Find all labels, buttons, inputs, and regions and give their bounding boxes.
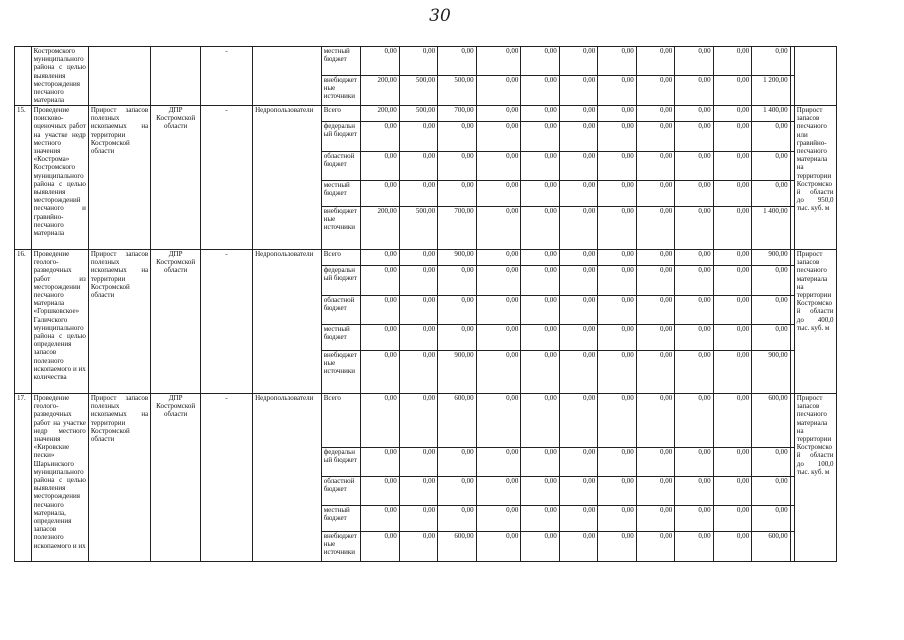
amount-cell: 0,00: [399, 296, 437, 325]
amount-cell: 0,00: [752, 448, 790, 477]
amount-cell: 600,00: [752, 394, 790, 448]
amount-cell: 0,00: [636, 106, 674, 122]
funding-source-label: внебюджетные источники: [321, 532, 361, 562]
amount-cell: 0,00: [636, 532, 674, 562]
spacer-cell: [790, 351, 794, 394]
amount-cell: 500,00: [438, 76, 476, 106]
amount-cell: 0,00: [636, 266, 674, 296]
amount-cell: 0,00: [521, 47, 559, 76]
funding-source-label: Всего: [321, 106, 361, 122]
amount-cell: 0,00: [476, 207, 521, 250]
amount-cell: 0,00: [521, 152, 559, 181]
amount-cell: 0,00: [399, 325, 437, 351]
co-executor-cell: -: [201, 47, 253, 106]
amount-cell: 0,00: [399, 152, 437, 181]
amount-cell: 0,00: [636, 477, 674, 506]
amount-cell: 0,00: [521, 76, 559, 106]
amount-cell: 0,00: [675, 152, 713, 181]
co-executor-cell: -: [201, 394, 253, 562]
amount-cell: 0,00: [598, 122, 636, 152]
amount-cell: 0,00: [636, 76, 674, 106]
co-executor-cell: -: [201, 250, 253, 394]
activity-name-cell: Костромского муниципального района с целью выявления месторождения песчаного материала: [31, 47, 88, 106]
amount-cell: 0,00: [559, 506, 597, 532]
spacer-cell: [790, 325, 794, 351]
amount-cell: 200,00: [361, 207, 399, 250]
funding-source-label: местный бюджет: [321, 506, 361, 532]
amount-cell: 0,00: [399, 351, 437, 394]
amount-cell: 0,00: [636, 351, 674, 394]
funding-partner-cell: Недропользователи: [253, 106, 322, 250]
amount-cell: 0,00: [675, 181, 713, 207]
amount-cell: 0,00: [675, 394, 713, 448]
amount-cell: 0,00: [713, 351, 751, 394]
amount-cell: 0,00: [636, 325, 674, 351]
amount-cell: 0,00: [521, 532, 559, 562]
funding-source-label: местный бюджет: [321, 181, 361, 207]
spacer-cell: [790, 207, 794, 250]
amount-cell: 600,00: [438, 394, 476, 448]
goal-cell: Прирост запасов полезных ископаемых на территории Костромской области: [88, 106, 150, 250]
amount-cell: 0,00: [476, 394, 521, 448]
amount-cell: 0,00: [399, 477, 437, 506]
amount-cell: 0,00: [752, 122, 790, 152]
amount-cell: 0,00: [521, 448, 559, 477]
goal-cell: Прирост запасов полезных ископаемых на территории Костромской области: [88, 394, 150, 562]
amount-cell: 0,00: [559, 266, 597, 296]
amount-cell: 0,00: [713, 394, 751, 448]
amount-cell: 0,00: [636, 296, 674, 325]
amount-cell: 200,00: [361, 76, 399, 106]
amount-cell: 0,00: [476, 181, 521, 207]
amount-cell: 0,00: [636, 506, 674, 532]
amount-cell: 0,00: [399, 394, 437, 448]
amount-cell: 0,00: [399, 532, 437, 562]
table-row: [15, 106, 837, 122]
amount-cell: 0,00: [675, 506, 713, 532]
executor-cell: [151, 47, 201, 106]
amount-cell: 600,00: [752, 532, 790, 562]
expected-result-cell: Прирост запасов песчаного или гравийно-песчаного материала на территории Костромской области до 950,0 тыс. куб. м: [794, 106, 836, 250]
amount-cell: 0,00: [598, 207, 636, 250]
funding-source-label: внебюджетные источники: [321, 351, 361, 394]
amount-cell: 0,00: [713, 106, 751, 122]
amount-cell: 0,00: [438, 122, 476, 152]
spacer-cell: [790, 448, 794, 477]
amount-cell: 0,00: [399, 266, 437, 296]
amount-cell: 0,00: [598, 76, 636, 106]
funding-source-label: внебюджетные источники: [321, 76, 361, 106]
amount-cell: 0,00: [752, 181, 790, 207]
amount-cell: 500,00: [399, 76, 437, 106]
amount-cell: 0,00: [598, 250, 636, 266]
amount-cell: 0,00: [636, 181, 674, 207]
amount-cell: 0,00: [438, 266, 476, 296]
activity-name-cell: Проведение геолого-разведочных работ на участке недр местного значения «Кировские пески» Шарьинского муниципального района с целью выявления месторождения песчаного материала, определения запасов полезного ископаемого и их: [31, 394, 88, 562]
row-number-cell: 17.: [15, 394, 32, 562]
amount-cell: 0,00: [675, 296, 713, 325]
amount-cell: 0,00: [752, 325, 790, 351]
table-row: [15, 394, 837, 448]
amount-cell: 900,00: [438, 250, 476, 266]
amount-cell: 500,00: [399, 106, 437, 122]
amount-cell: 0,00: [559, 250, 597, 266]
amount-cell: 0,00: [476, 122, 521, 152]
spacer-cell: [790, 181, 794, 207]
amount-cell: 0,00: [675, 351, 713, 394]
expected-result-cell: Прирост запасов песчаного материала на территории Костромской области до 400,0 тыс. куб. м: [794, 250, 836, 394]
amount-cell: 0,00: [438, 448, 476, 477]
amount-cell: 900,00: [752, 351, 790, 394]
spacer-cell: [790, 296, 794, 325]
amount-cell: 0,00: [752, 477, 790, 506]
amount-cell: 900,00: [752, 250, 790, 266]
funding-source-label: местный бюджет: [321, 325, 361, 351]
funding-partner-cell: Недропользователи: [253, 250, 322, 394]
amount-cell: 0,00: [559, 448, 597, 477]
amount-cell: 0,00: [713, 506, 751, 532]
amount-cell: 0,00: [438, 181, 476, 207]
amount-cell: 0,00: [476, 448, 521, 477]
amount-cell: 0,00: [559, 152, 597, 181]
amount-cell: 0,00: [521, 106, 559, 122]
funding-source-label: областной бюджет: [321, 477, 361, 506]
expected-result-cell: [794, 47, 836, 106]
amount-cell: 0,00: [476, 152, 521, 181]
amount-cell: 0,00: [476, 325, 521, 351]
amount-cell: 900,00: [438, 351, 476, 394]
program-table: [14, 46, 836, 562]
amount-cell: 0,00: [598, 448, 636, 477]
spacer-cell: [790, 76, 794, 106]
amount-cell: 0,00: [521, 506, 559, 532]
amount-cell: 0,00: [713, 266, 751, 296]
row-number-cell: 16.: [15, 250, 32, 394]
executor-cell: ДПР Костромской области: [151, 250, 201, 394]
amount-cell: 0,00: [438, 506, 476, 532]
amount-cell: 0,00: [476, 506, 521, 532]
amount-cell: 0,00: [521, 122, 559, 152]
amount-cell: 0,00: [636, 47, 674, 76]
amount-cell: 0,00: [713, 181, 751, 207]
amount-cell: 0,00: [636, 122, 674, 152]
amount-cell: 1 400,00: [752, 207, 790, 250]
amount-cell: 0,00: [675, 207, 713, 250]
amount-cell: 0,00: [713, 325, 751, 351]
spacer-cell: [790, 152, 794, 181]
amount-cell: 0,00: [399, 448, 437, 477]
amount-cell: 0,00: [598, 266, 636, 296]
amount-cell: 0,00: [675, 250, 713, 266]
amount-cell: 500,00: [399, 207, 437, 250]
amount-cell: 0,00: [636, 152, 674, 181]
amount-cell: 0,00: [438, 47, 476, 76]
amount-cell: 700,00: [438, 106, 476, 122]
amount-cell: 0,00: [598, 296, 636, 325]
funding-source-label: внебюджетные источники: [321, 207, 361, 250]
amount-cell: 0,00: [476, 532, 521, 562]
amount-cell: 0,00: [598, 325, 636, 351]
amount-cell: 0,00: [476, 266, 521, 296]
amount-cell: 0,00: [361, 351, 399, 394]
amount-cell: 0,00: [361, 250, 399, 266]
amount-cell: 0,00: [361, 47, 399, 76]
amount-cell: 0,00: [476, 351, 521, 394]
amount-cell: 0,00: [675, 325, 713, 351]
amount-cell: 0,00: [559, 394, 597, 448]
amount-cell: 0,00: [598, 394, 636, 448]
amount-cell: 0,00: [521, 477, 559, 506]
table-body: [15, 47, 837, 562]
amount-cell: 0,00: [476, 477, 521, 506]
amount-cell: 0,00: [598, 477, 636, 506]
amount-cell: 0,00: [399, 250, 437, 266]
amount-cell: 0,00: [713, 47, 751, 76]
amount-cell: 0,00: [476, 106, 521, 122]
amount-cell: 0,00: [521, 250, 559, 266]
amount-cell: 0,00: [598, 181, 636, 207]
amount-cell: 0,00: [476, 47, 521, 76]
amount-cell: 0,00: [675, 448, 713, 477]
activity-name-cell: Проведение поисково-оценочных работ на участке недр местного значения «Кострома» Костромского муниципального района с целью выявления месторождений песчаного и гравийно-песчаного материала: [31, 106, 88, 250]
amount-cell: 0,00: [559, 122, 597, 152]
amount-cell: 0,00: [559, 181, 597, 207]
amount-cell: 0,00: [598, 506, 636, 532]
amount-cell: 600,00: [438, 532, 476, 562]
amount-cell: 0,00: [636, 207, 674, 250]
amount-cell: 0,00: [752, 506, 790, 532]
goal-cell: [88, 47, 150, 106]
spacer-cell: [790, 266, 794, 296]
amount-cell: 0,00: [476, 76, 521, 106]
amount-cell: 0,00: [361, 122, 399, 152]
funding-source-label: местный бюджет: [321, 47, 361, 76]
row-number-cell: [15, 47, 32, 106]
amount-cell: 0,00: [598, 106, 636, 122]
goal-cell: Прирост запасов полезных ископаемых на территории Костромской области: [88, 250, 150, 394]
amount-cell: 0,00: [361, 448, 399, 477]
amount-cell: 0,00: [675, 532, 713, 562]
amount-cell: 0,00: [713, 448, 751, 477]
amount-cell: 0,00: [361, 477, 399, 506]
amount-cell: 0,00: [438, 296, 476, 325]
table-row: [15, 47, 837, 76]
amount-cell: 0,00: [559, 296, 597, 325]
amount-cell: 0,00: [636, 250, 674, 266]
amount-cell: 0,00: [713, 152, 751, 181]
amount-cell: 0,00: [399, 122, 437, 152]
amount-cell: 0,00: [521, 266, 559, 296]
amount-cell: 0,00: [521, 181, 559, 207]
amount-cell: 0,00: [752, 266, 790, 296]
table-row: [15, 250, 837, 266]
amount-cell: 0,00: [521, 394, 559, 448]
amount-cell: 0,00: [598, 532, 636, 562]
amount-cell: 0,00: [399, 181, 437, 207]
funding-source-label: федеральный бюджет: [321, 266, 361, 296]
amount-cell: 1 400,00: [752, 106, 790, 122]
co-executor-cell: -: [201, 106, 253, 250]
activity-name-cell: Проведение геолого-разведочных работ из месторождении песчаного материала «Горшковское» Галичского муниципального района с целью определения запасов полезного ископаемого и их количества: [31, 250, 88, 394]
amount-cell: 0,00: [713, 532, 751, 562]
amount-cell: 0,00: [713, 76, 751, 106]
amount-cell: 0,00: [752, 47, 790, 76]
amount-cell: 0,00: [559, 325, 597, 351]
amount-cell: 0,00: [713, 250, 751, 266]
amount-cell: 0,00: [521, 207, 559, 250]
amount-cell: 0,00: [399, 506, 437, 532]
amount-cell: 0,00: [713, 207, 751, 250]
funding-source-label: Всего: [321, 394, 361, 448]
amount-cell: 0,00: [361, 532, 399, 562]
amount-cell: 0,00: [476, 250, 521, 266]
funding-partner-cell: [253, 47, 322, 106]
amount-cell: 0,00: [752, 296, 790, 325]
expected-result-cell: Прирост запасов песчаного материала на территории Костромской области до 100,0 тыс. куб. м: [794, 394, 836, 562]
amount-cell: 0,00: [521, 351, 559, 394]
page-number: 30: [429, 6, 451, 26]
amount-cell: 0,00: [713, 296, 751, 325]
amount-cell: 0,00: [399, 47, 437, 76]
executor-cell: ДПР Костромской области: [151, 106, 201, 250]
amount-cell: 0,00: [438, 152, 476, 181]
amount-cell: 0,00: [598, 152, 636, 181]
amount-cell: 1 200,00: [752, 76, 790, 106]
row-number-cell: 15.: [15, 106, 32, 250]
amount-cell: 0,00: [438, 477, 476, 506]
funding-source-label: федеральный бюджет: [321, 122, 361, 152]
amount-cell: 0,00: [361, 266, 399, 296]
spacer-cell: [790, 477, 794, 506]
amount-cell: 0,00: [675, 122, 713, 152]
amount-cell: 700,00: [438, 207, 476, 250]
amount-cell: 0,00: [521, 296, 559, 325]
executor-cell: ДПР Костромской области: [151, 394, 201, 562]
amount-cell: 0,00: [559, 207, 597, 250]
amount-cell: 0,00: [361, 506, 399, 532]
funding-source-label: областной бюджет: [321, 296, 361, 325]
funding-partner-cell: Недропользователи: [253, 394, 322, 562]
amount-cell: 0,00: [559, 532, 597, 562]
funding-source-label: федеральный бюджет: [321, 448, 361, 477]
spacer-cell: [790, 532, 794, 562]
funding-source-label: областной бюджет: [321, 152, 361, 181]
funding-source-label: Всего: [321, 250, 361, 266]
amount-cell: 0,00: [559, 76, 597, 106]
amount-cell: 0,00: [675, 477, 713, 506]
spacer-cell: [790, 122, 794, 152]
amount-cell: 0,00: [559, 47, 597, 76]
amount-cell: 0,00: [598, 47, 636, 76]
amount-cell: 0,00: [476, 296, 521, 325]
amount-cell: 0,00: [636, 448, 674, 477]
amount-cell: 0,00: [636, 394, 674, 448]
amount-cell: 0,00: [559, 477, 597, 506]
amount-cell: 0,00: [361, 394, 399, 448]
amount-cell: 0,00: [361, 181, 399, 207]
amount-cell: 0,00: [752, 152, 790, 181]
amount-cell: 0,00: [361, 296, 399, 325]
amount-cell: 0,00: [675, 266, 713, 296]
amount-cell: 0,00: [675, 106, 713, 122]
amount-cell: 0,00: [713, 122, 751, 152]
amount-cell: 0,00: [713, 477, 751, 506]
amount-cell: 0,00: [438, 325, 476, 351]
spacer-cell: [790, 506, 794, 532]
amount-cell: 0,00: [675, 47, 713, 76]
amount-cell: 0,00: [361, 325, 399, 351]
amount-cell: 0,00: [598, 351, 636, 394]
amount-cell: 200,00: [361, 106, 399, 122]
amount-cell: 0,00: [521, 325, 559, 351]
amount-cell: 0,00: [675, 76, 713, 106]
amount-cell: 0,00: [559, 351, 597, 394]
amount-cell: 0,00: [361, 152, 399, 181]
amount-cell: 0,00: [559, 106, 597, 122]
